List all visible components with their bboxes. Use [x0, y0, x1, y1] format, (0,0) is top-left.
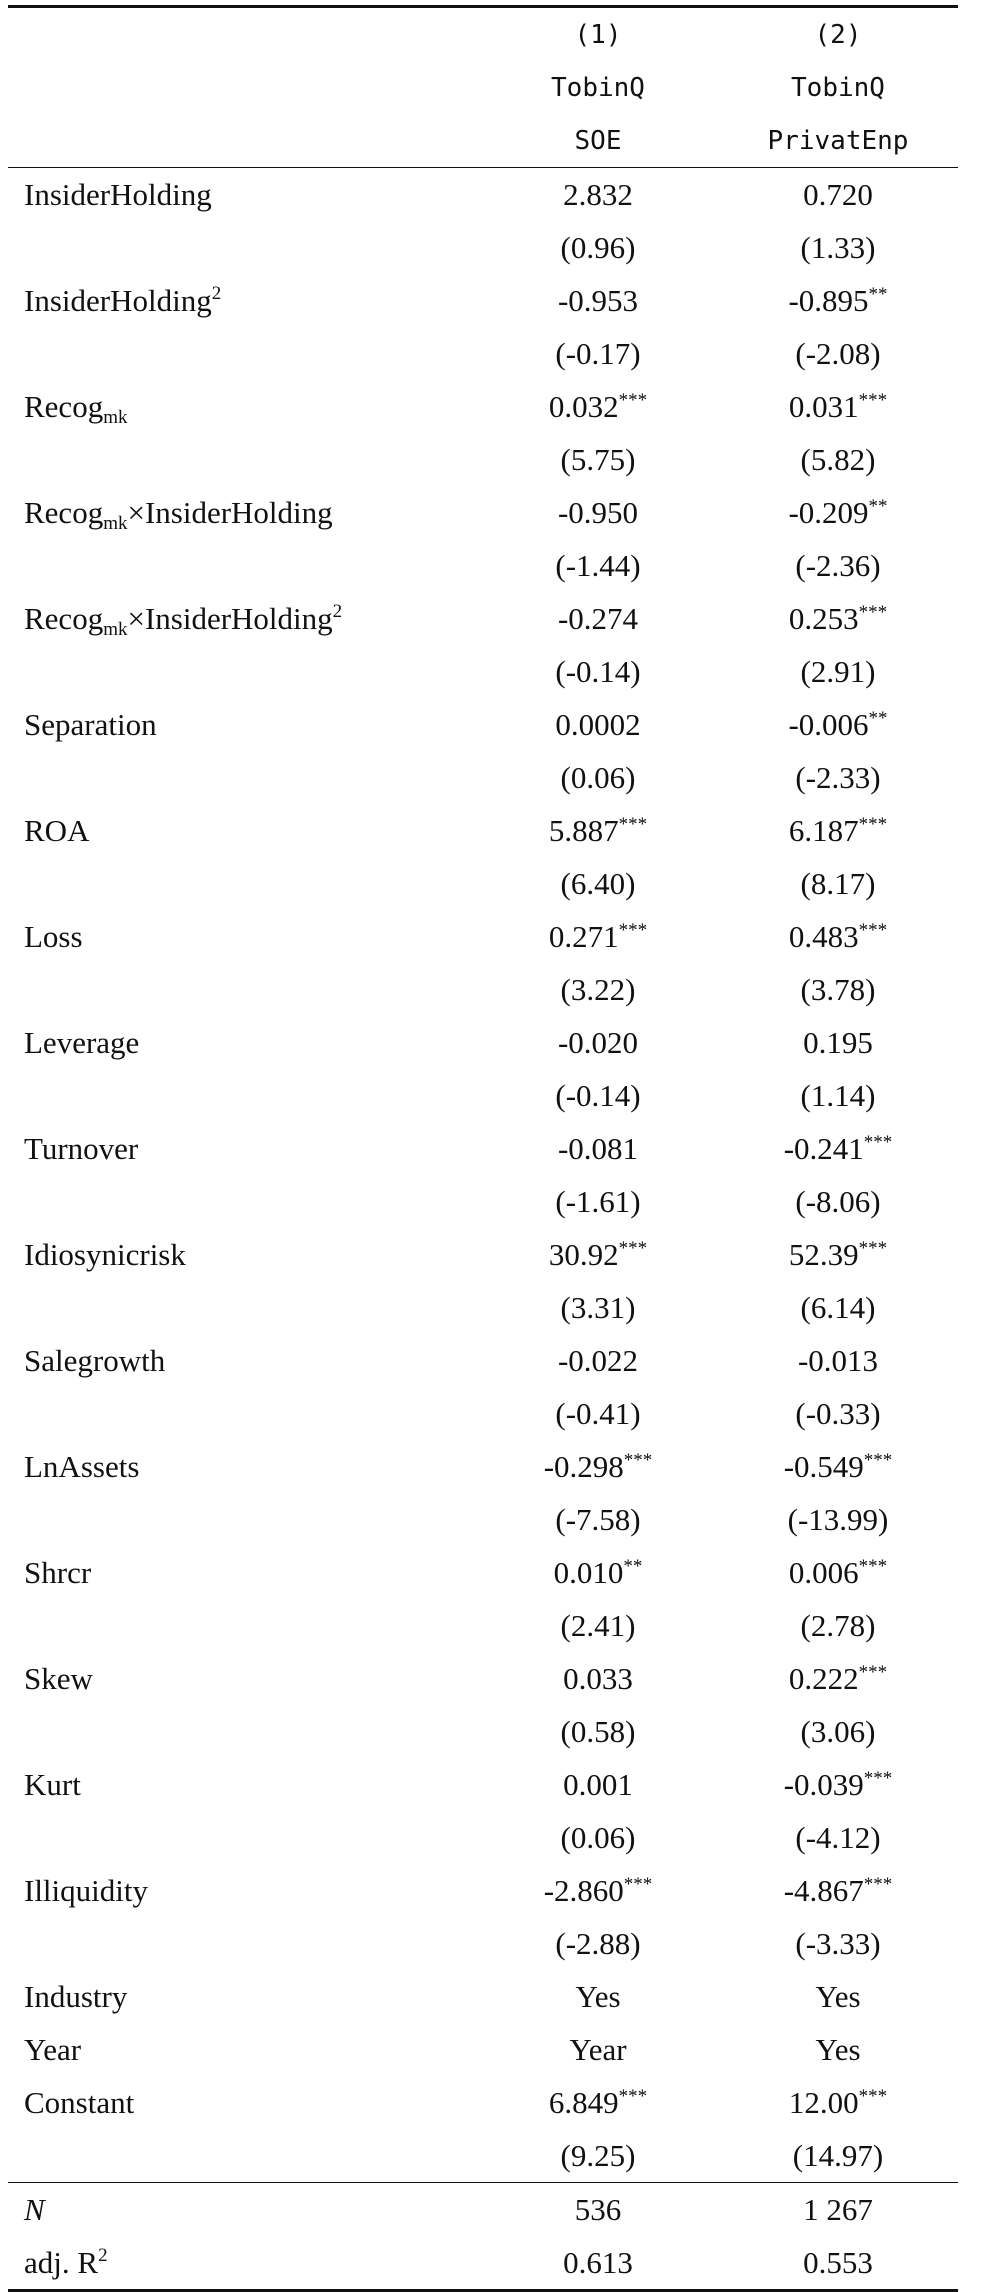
row-label-year: Year — [24, 2031, 82, 2067]
coef-value: -0.274 — [557, 600, 639, 636]
coef-value: 2.832 — [563, 176, 633, 212]
coef-cell — [478, 1440, 718, 1493]
row-label-loss: Loss — [24, 918, 83, 954]
table-row — [8, 1122, 958, 1175]
table-row — [8, 1546, 958, 1599]
coef-value: 0.031 — [788, 388, 859, 424]
coef-value: 0.0002 — [555, 706, 641, 742]
coef-value: -2.860 — [543, 1872, 624, 1908]
significance-stars: *** — [863, 1873, 893, 1895]
row-label-salegrowth: Salegrowth — [24, 1342, 166, 1378]
coef-cell — [718, 1122, 958, 1175]
table-row — [8, 2076, 958, 2129]
significance-stars: *** — [858, 601, 888, 623]
coef-value: -0.950 — [557, 494, 639, 530]
coef-cell — [478, 698, 718, 751]
t-stat: (2.41) — [560, 1607, 636, 1643]
coef-cell — [718, 1228, 958, 1281]
table-row — [8, 1758, 958, 1811]
coef-cell — [478, 1016, 718, 1069]
coef-value: -0.549 — [783, 1448, 864, 1484]
table-row — [8, 380, 958, 433]
stat-cell: 536 — [478, 2183, 718, 2237]
coef-value: 0.032 — [548, 388, 619, 424]
coef-value: -4.867 — [783, 1872, 864, 1908]
row-label-separation: Separation — [24, 706, 157, 742]
table-row — [8, 539, 958, 592]
coef-value: -0.013 — [797, 1342, 879, 1378]
table-row — [8, 804, 958, 857]
table-row — [8, 2236, 958, 2291]
table-row — [8, 1440, 958, 1493]
coef-cell — [478, 910, 718, 963]
table-row — [8, 274, 958, 327]
t-stat: (1.14) — [800, 1077, 876, 1113]
coef-cell — [718, 698, 958, 751]
table-row — [8, 1069, 958, 1122]
row-label-idiosynicrisk: Idiosynicrisk — [24, 1236, 186, 1272]
significance-stars: *** — [618, 389, 648, 411]
significance-stars: ** — [868, 283, 888, 305]
t-stat: (-0.14) — [555, 1077, 641, 1113]
col1-number: (1) — [478, 7, 718, 62]
table-row — [8, 1493, 958, 1546]
significance-stars: *** — [858, 389, 888, 411]
t-stat: (-2.33) — [795, 759, 881, 795]
coef-cell — [478, 1758, 718, 1811]
coef-cell — [478, 274, 718, 327]
stat-cell: 1 267 — [718, 2183, 958, 2237]
t-stat: (-0.14) — [555, 653, 641, 689]
coef-cell — [478, 1334, 718, 1387]
table-row — [8, 168, 958, 222]
stat-cell: 0.553 — [718, 2236, 958, 2291]
coef-cell — [718, 1546, 958, 1599]
table-row — [8, 1281, 958, 1334]
coef-cell — [718, 1864, 958, 1917]
coef-value: -0.209 — [788, 494, 869, 530]
table-row — [8, 327, 958, 380]
fixed-effect-cell: Year — [569, 2031, 627, 2067]
row-label-lnassets: LnAssets — [24, 1448, 140, 1484]
coef-value: 0.033 — [563, 1660, 633, 1696]
table-row — [8, 2129, 958, 2183]
table-row — [8, 857, 958, 910]
significance-stars: *** — [858, 813, 888, 835]
table-row — [8, 1334, 958, 1387]
coef-value: 30.92 — [548, 1236, 619, 1272]
table-row — [8, 433, 958, 486]
t-stat: (-0.33) — [795, 1395, 881, 1431]
t-stat: (-4.12) — [795, 1819, 881, 1855]
table-row — [8, 1016, 958, 1069]
row-label-n: N — [8, 2183, 478, 2237]
t-stat: (-3.33) — [795, 1925, 881, 1961]
significance-stars: ** — [623, 1555, 643, 1577]
fixed-effect-cell: Yes — [575, 1978, 621, 2014]
fixed-effect-cell: Yes — [815, 1978, 861, 2014]
coef-cell — [478, 1546, 718, 1599]
coef-cell — [718, 2076, 958, 2129]
col1-dependent-variable: TobinQ — [551, 72, 645, 103]
t-stat: (6.14) — [800, 1289, 876, 1325]
t-stat: (0.06) — [560, 1819, 636, 1855]
coef-cell — [718, 592, 958, 645]
col2-dependent-variable: TobinQ — [791, 72, 885, 103]
coef-cell — [478, 2076, 718, 2129]
table-row — [8, 1652, 958, 1705]
regression-table — [8, 5, 958, 2292]
t-stat: (-2.88) — [555, 1925, 641, 1961]
coef-value: 12.00 — [788, 2084, 859, 2120]
table-row — [8, 1387, 958, 1440]
t-stat: (6.40) — [560, 865, 636, 901]
row-label-turnover: Turnover — [24, 1130, 139, 1166]
coef-value: -0.022 — [557, 1342, 639, 1378]
table-row — [8, 1175, 958, 1228]
significance-stars: *** — [623, 1449, 653, 1471]
t-stat: (-1.61) — [555, 1183, 641, 1219]
fixed-effect-cell: Yes — [815, 2031, 861, 2067]
header-label-blank — [8, 114, 478, 168]
t-stat: (2.78) — [800, 1607, 876, 1643]
t-stat: (-8.06) — [795, 1183, 881, 1219]
significance-stars: *** — [858, 2085, 888, 2107]
row-label-insiderholding: InsiderHolding — [24, 176, 212, 212]
coef-cell — [718, 380, 958, 433]
row-label-leverage: Leverage — [24, 1024, 140, 1060]
coef-value: 0.222 — [788, 1660, 859, 1696]
row-label-shrcr: Shrcr — [24, 1554, 92, 1590]
table-row — [8, 1970, 958, 2023]
row-label-roa: ROA — [24, 812, 90, 848]
t-stat: (3.06) — [800, 1713, 876, 1749]
t-stat: (-0.41) — [555, 1395, 641, 1431]
header-label-blank — [8, 61, 478, 114]
table-header — [8, 7, 958, 168]
t-stat: (2.91) — [800, 653, 876, 689]
coef-cell — [478, 1122, 718, 1175]
coef-value: 0.001 — [563, 1766, 633, 1802]
t-stat: (3.78) — [800, 971, 876, 1007]
row-label-constant: Constant — [24, 2084, 135, 2120]
t-stat: (3.22) — [560, 971, 636, 1007]
significance-stars: ** — [868, 707, 888, 729]
row-label-illiquidity: Illiquidity — [24, 1872, 148, 1908]
table-row — [8, 698, 958, 751]
coef-cell — [478, 592, 718, 645]
coef-value: -0.081 — [557, 1130, 639, 1166]
coef-value: -0.953 — [557, 282, 639, 318]
t-stat: (14.97) — [792, 2137, 884, 2173]
table-row — [8, 1228, 958, 1281]
t-stat: (0.58) — [560, 1713, 636, 1749]
significance-stars: *** — [618, 919, 648, 941]
significance-stars: *** — [863, 1449, 893, 1471]
coef-value: -0.006 — [788, 706, 869, 742]
col2-number: (2) — [718, 7, 958, 62]
coef-cell — [718, 910, 958, 963]
stat-cell: 0.613 — [478, 2236, 718, 2291]
coef-value: -0.241 — [783, 1130, 864, 1166]
row-label-recog-x-insiderholding-squared: Recog$_{mk}$×InsiderHolding$^2$ — [24, 600, 343, 640]
table-body — [8, 168, 958, 2291]
col1-sample: SOE — [478, 114, 718, 168]
t-stat: (1.33) — [800, 229, 876, 265]
t-stat: (-1.44) — [555, 547, 641, 583]
coef-cell — [718, 804, 958, 857]
header-label-blank — [8, 7, 478, 62]
coef-value: 0.006 — [788, 1554, 859, 1590]
significance-stars: *** — [863, 1131, 893, 1153]
row-label-recog-x-insiderholding: Recog$_{mk}$×InsiderHolding — [24, 494, 333, 534]
coef-value: -0.298 — [543, 1448, 624, 1484]
coef-cell — [478, 1864, 718, 1917]
coef-cell — [718, 1758, 958, 1811]
t-stat: (5.82) — [800, 441, 876, 477]
table-row — [8, 2023, 958, 2076]
table-row — [8, 963, 958, 1016]
significance-stars: *** — [858, 1661, 888, 1683]
t-stat: (-2.08) — [795, 335, 881, 371]
coef-value: 6.187 — [788, 812, 859, 848]
coef-value: 52.39 — [788, 1236, 859, 1272]
coef-value: -0.039 — [783, 1766, 864, 1802]
table-row — [8, 221, 958, 274]
coef-value: 0.483 — [788, 918, 859, 954]
coef-value: 0.720 — [803, 176, 873, 212]
t-stat: (-0.17) — [555, 335, 641, 371]
t-stat: (3.31) — [560, 1289, 636, 1325]
coef-value: 0.195 — [803, 1024, 873, 1060]
significance-stars: ** — [868, 495, 888, 517]
row-label-industry: Industry — [24, 1978, 128, 2014]
coef-cell — [478, 168, 718, 222]
t-stat: (0.96) — [560, 229, 636, 265]
t-stat: (0.06) — [560, 759, 636, 795]
coef-cell — [718, 1334, 958, 1387]
coef-value: 0.253 — [788, 600, 859, 636]
table-row — [8, 486, 958, 539]
table-row — [8, 1917, 958, 1970]
row-label-recog: Recog$_{mk}$ — [24, 388, 128, 428]
significance-stars: *** — [858, 1555, 888, 1577]
t-stat: (-2.36) — [795, 547, 881, 583]
coef-cell — [478, 1228, 718, 1281]
significance-stars: *** — [618, 2085, 648, 2107]
table-row — [8, 645, 958, 698]
coef-cell — [718, 168, 958, 222]
coef-value: 0.271 — [548, 918, 619, 954]
coef-value: 6.849 — [548, 2084, 619, 2120]
coef-cell — [478, 380, 718, 433]
coef-cell — [718, 1652, 958, 1705]
table-row — [8, 1811, 958, 1864]
significance-stars: *** — [858, 1237, 888, 1259]
coef-value: 5.887 — [548, 812, 619, 848]
t-stat: (-7.58) — [555, 1501, 641, 1537]
coef-value: 0.010 — [553, 1554, 624, 1590]
row-label-skew: Skew — [24, 1660, 93, 1696]
row-label-insiderholding-squared: InsiderHolding$^2$ — [24, 282, 222, 318]
table-row — [8, 1705, 958, 1758]
coef-cell — [718, 1440, 958, 1493]
table-row — [8, 1864, 958, 1917]
coef-cell — [718, 486, 958, 539]
t-stat: (8.17) — [800, 865, 876, 901]
coef-cell — [478, 804, 718, 857]
table-row — [8, 751, 958, 804]
table-row — [8, 1599, 958, 1652]
significance-stars: *** — [623, 1873, 653, 1895]
t-stat: (-13.99) — [787, 1501, 889, 1537]
coef-cell — [478, 486, 718, 539]
significance-stars: *** — [618, 813, 648, 835]
coef-value: -0.020 — [557, 1024, 639, 1060]
row-label-kurt: Kurt — [24, 1766, 81, 1802]
col2-sample: PrivatEnp — [718, 114, 958, 168]
coef-cell — [718, 1016, 958, 1069]
significance-stars: *** — [858, 919, 888, 941]
t-stat: (5.75) — [560, 441, 636, 477]
row-label-adj-r2: adj. $R^2$ — [8, 2236, 478, 2291]
table-row — [8, 910, 958, 963]
coef-cell — [718, 274, 958, 327]
coef-value: -0.895 — [788, 282, 869, 318]
significance-stars: *** — [863, 1767, 893, 1789]
table-row — [8, 592, 958, 645]
coef-cell — [478, 1652, 718, 1705]
table-row — [8, 2183, 958, 2237]
t-stat: (9.25) — [560, 2137, 636, 2173]
significance-stars: *** — [618, 1237, 648, 1259]
